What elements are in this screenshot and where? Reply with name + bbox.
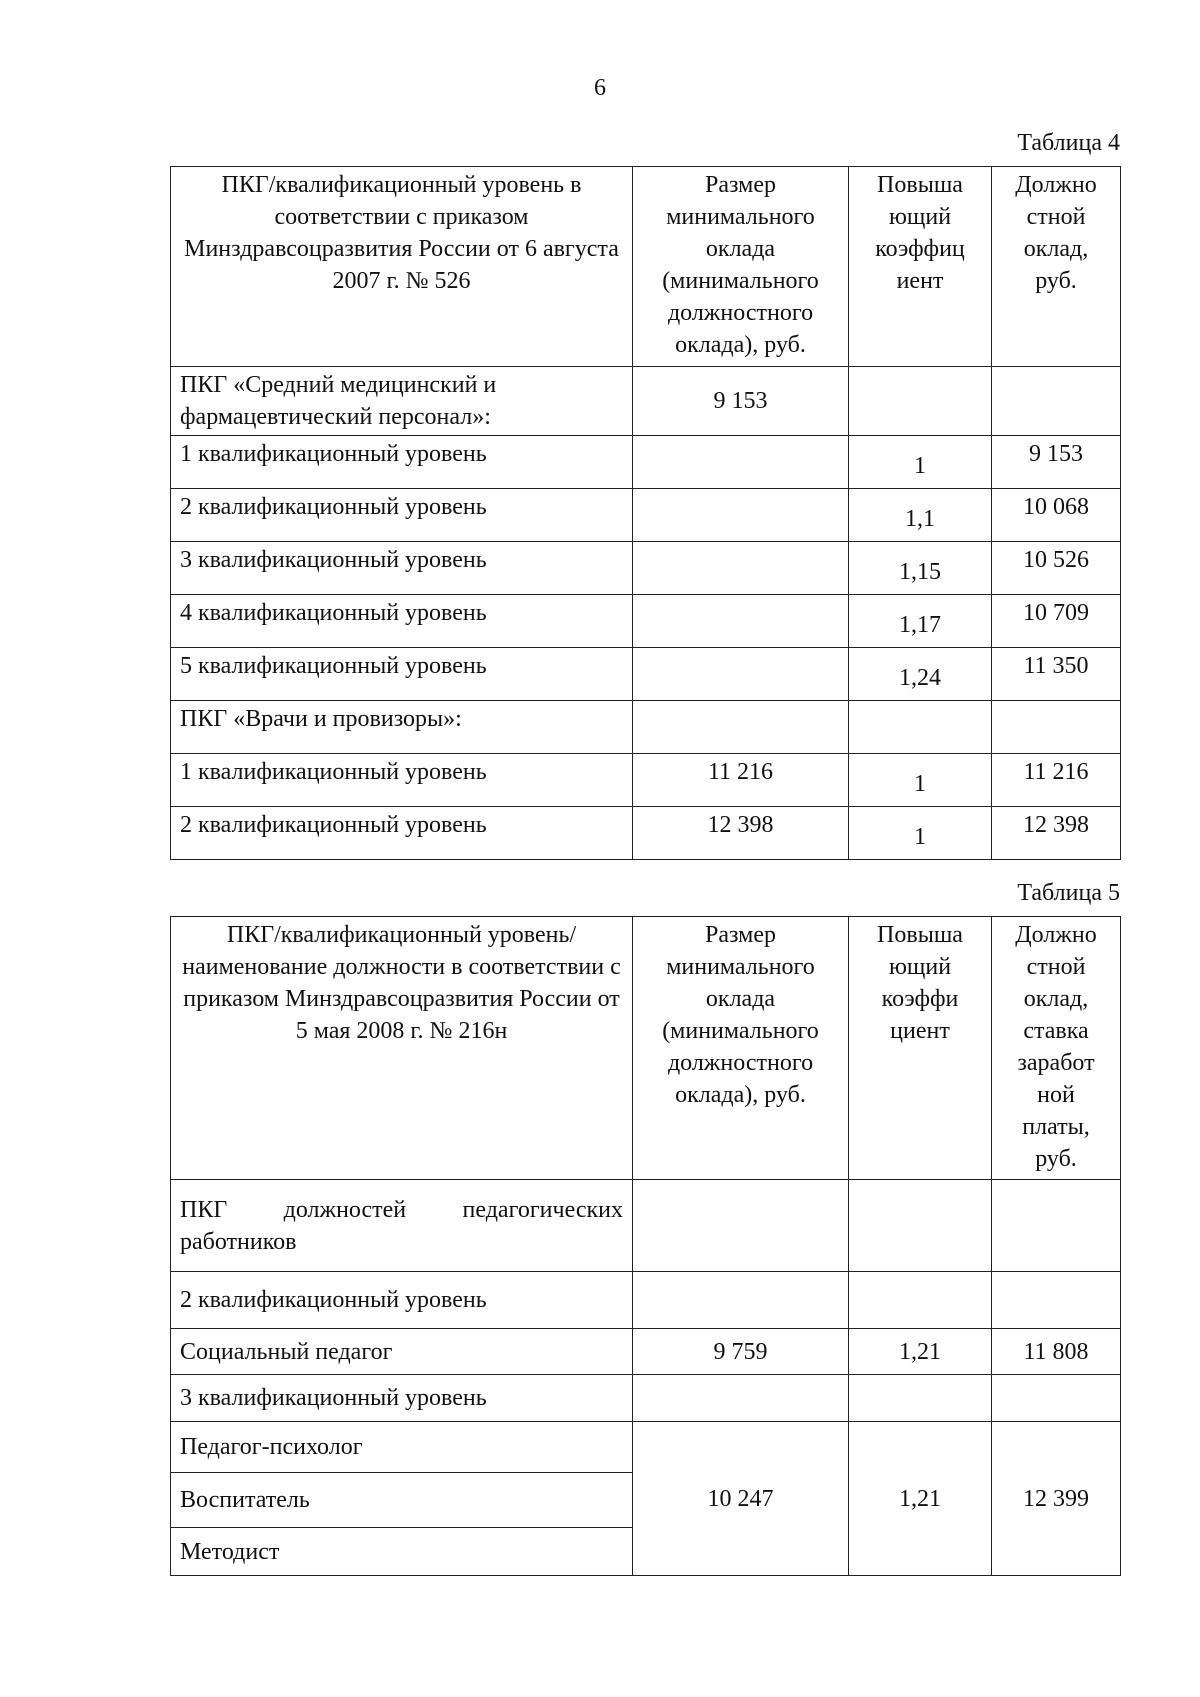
table-row xyxy=(171,648,1121,701)
table-row xyxy=(171,1375,1121,1422)
t4-salary: 11 350 xyxy=(992,648,1121,701)
t5-group-title: ПКГ должностей педагогических работников xyxy=(171,1180,633,1272)
t4-level: 4 квалификационный уровень xyxy=(171,595,633,648)
t5-position: Воспитатель xyxy=(171,1473,633,1528)
t5-position: Педагог-психолог xyxy=(171,1422,633,1473)
t4-level: 2 квалификационный уровень xyxy=(171,489,633,542)
table-row xyxy=(171,1329,1121,1375)
t4-min-salary: 12 398 xyxy=(633,807,849,860)
table-row xyxy=(171,436,1121,489)
empty-cell xyxy=(633,489,849,542)
empty-cell xyxy=(992,367,1121,436)
t4-coef: 1 xyxy=(849,436,992,489)
empty-cell xyxy=(849,1272,992,1329)
t4-coef: 1,15 xyxy=(849,542,992,595)
t5-header-salary: Должно стной оклад, ставка заработ ной платы, руб. xyxy=(992,917,1121,1180)
table-4 xyxy=(170,166,1121,860)
empty-cell xyxy=(633,436,849,489)
t5-header-coef: Повыша ющий коэффи циент xyxy=(849,917,992,1180)
empty-cell xyxy=(992,1375,1121,1422)
empty-cell xyxy=(633,648,849,701)
t4-salary: 12 398 xyxy=(992,807,1121,860)
table-row xyxy=(171,754,1121,807)
t4-header-salary: Должно стной оклад, руб. xyxy=(992,167,1121,367)
t5-level-2: 2 квалификационный уровень xyxy=(171,1272,633,1329)
t4-group2-title: ПКГ «Врачи и провизоры»: xyxy=(171,701,633,754)
empty-cell xyxy=(633,701,849,754)
table-5 xyxy=(170,916,1121,1576)
empty-cell xyxy=(633,595,849,648)
t4-group1-min-salary: 9 153 xyxy=(633,367,849,436)
table-row xyxy=(171,1272,1121,1329)
t4-level: 5 квалификационный уровень xyxy=(171,648,633,701)
t5-coef: 1,21 xyxy=(849,1422,992,1576)
t5-position: Социальный педагог xyxy=(171,1329,633,1375)
empty-cell xyxy=(992,1272,1121,1329)
table-row xyxy=(171,807,1121,860)
empty-cell xyxy=(849,701,992,754)
t4-coef: 1,17 xyxy=(849,595,992,648)
table-5-caption: Таблица 5 xyxy=(1017,880,1120,906)
t4-level: 1 квалификационный уровень xyxy=(171,436,633,489)
table-row xyxy=(171,1180,1121,1272)
empty-cell xyxy=(849,1180,992,1272)
t4-coef: 1,24 xyxy=(849,648,992,701)
empty-cell xyxy=(992,701,1121,754)
t4-salary: 9 153 xyxy=(992,436,1121,489)
empty-cell xyxy=(849,1375,992,1422)
t5-position: Методист xyxy=(171,1528,633,1576)
empty-cell xyxy=(633,1272,849,1329)
empty-cell xyxy=(992,1180,1121,1272)
empty-cell xyxy=(633,1180,849,1272)
t5-min-salary: 9 759 xyxy=(633,1329,849,1375)
t4-header-coef: Повыша ющий коэффиц иент xyxy=(849,167,992,367)
t4-level: 2 квалификационный уровень xyxy=(171,807,633,860)
t4-level: 3 квалификационный уровень xyxy=(171,542,633,595)
t5-salary: 12 399 xyxy=(992,1422,1121,1576)
table-row xyxy=(171,489,1121,542)
table-4-header-row xyxy=(171,167,1121,367)
t5-header-position: ПКГ/квалификационный уровень/наименование должности в соответствии с приказом Минздравсоцразвития России от 5 мая 2008 г. № 216н xyxy=(171,917,633,1180)
t5-salary: 11 808 xyxy=(992,1329,1121,1375)
t4-salary: 10 709 xyxy=(992,595,1121,648)
table-row xyxy=(171,367,1121,436)
t4-header-min-salary: Размер минимального оклада (минимального должностного оклада), руб. xyxy=(633,167,849,367)
table-5-header-row xyxy=(171,917,1121,1180)
t4-coef: 1,1 xyxy=(849,489,992,542)
t4-coef: 1 xyxy=(849,807,992,860)
table-row xyxy=(171,595,1121,648)
t5-header-min-salary: Размер минимального оклада (минимального должностного оклада), руб. xyxy=(633,917,849,1180)
t4-group1-title: ПКГ «Средний медицинский и фармацевтический персонал»: xyxy=(171,367,633,436)
t5-coef: 1,21 xyxy=(849,1329,992,1375)
t4-salary: 10 526 xyxy=(992,542,1121,595)
t4-coef: 1 xyxy=(849,754,992,807)
page-number: 6 xyxy=(594,75,606,101)
t4-min-salary: 11 216 xyxy=(633,754,849,807)
table-row xyxy=(171,1422,1121,1473)
table-4-caption: Таблица 4 xyxy=(1017,130,1120,156)
t4-header-pkg: ПКГ/квалификационный уровень в соответствии с приказом Минздравсоцразвития России от 6 августа 2007 г. № 526 xyxy=(171,167,633,367)
empty-cell xyxy=(633,542,849,595)
t4-level: 1 квалификационный уровень xyxy=(171,754,633,807)
empty-cell xyxy=(849,367,992,436)
t4-salary: 10 068 xyxy=(992,489,1121,542)
t4-salary: 11 216 xyxy=(992,754,1121,807)
t5-min-salary: 10 247 xyxy=(633,1422,849,1576)
t5-level-3: 3 квалификационный уровень xyxy=(171,1375,633,1422)
table-row xyxy=(171,701,1121,754)
empty-cell xyxy=(633,1375,849,1422)
table-row xyxy=(171,542,1121,595)
